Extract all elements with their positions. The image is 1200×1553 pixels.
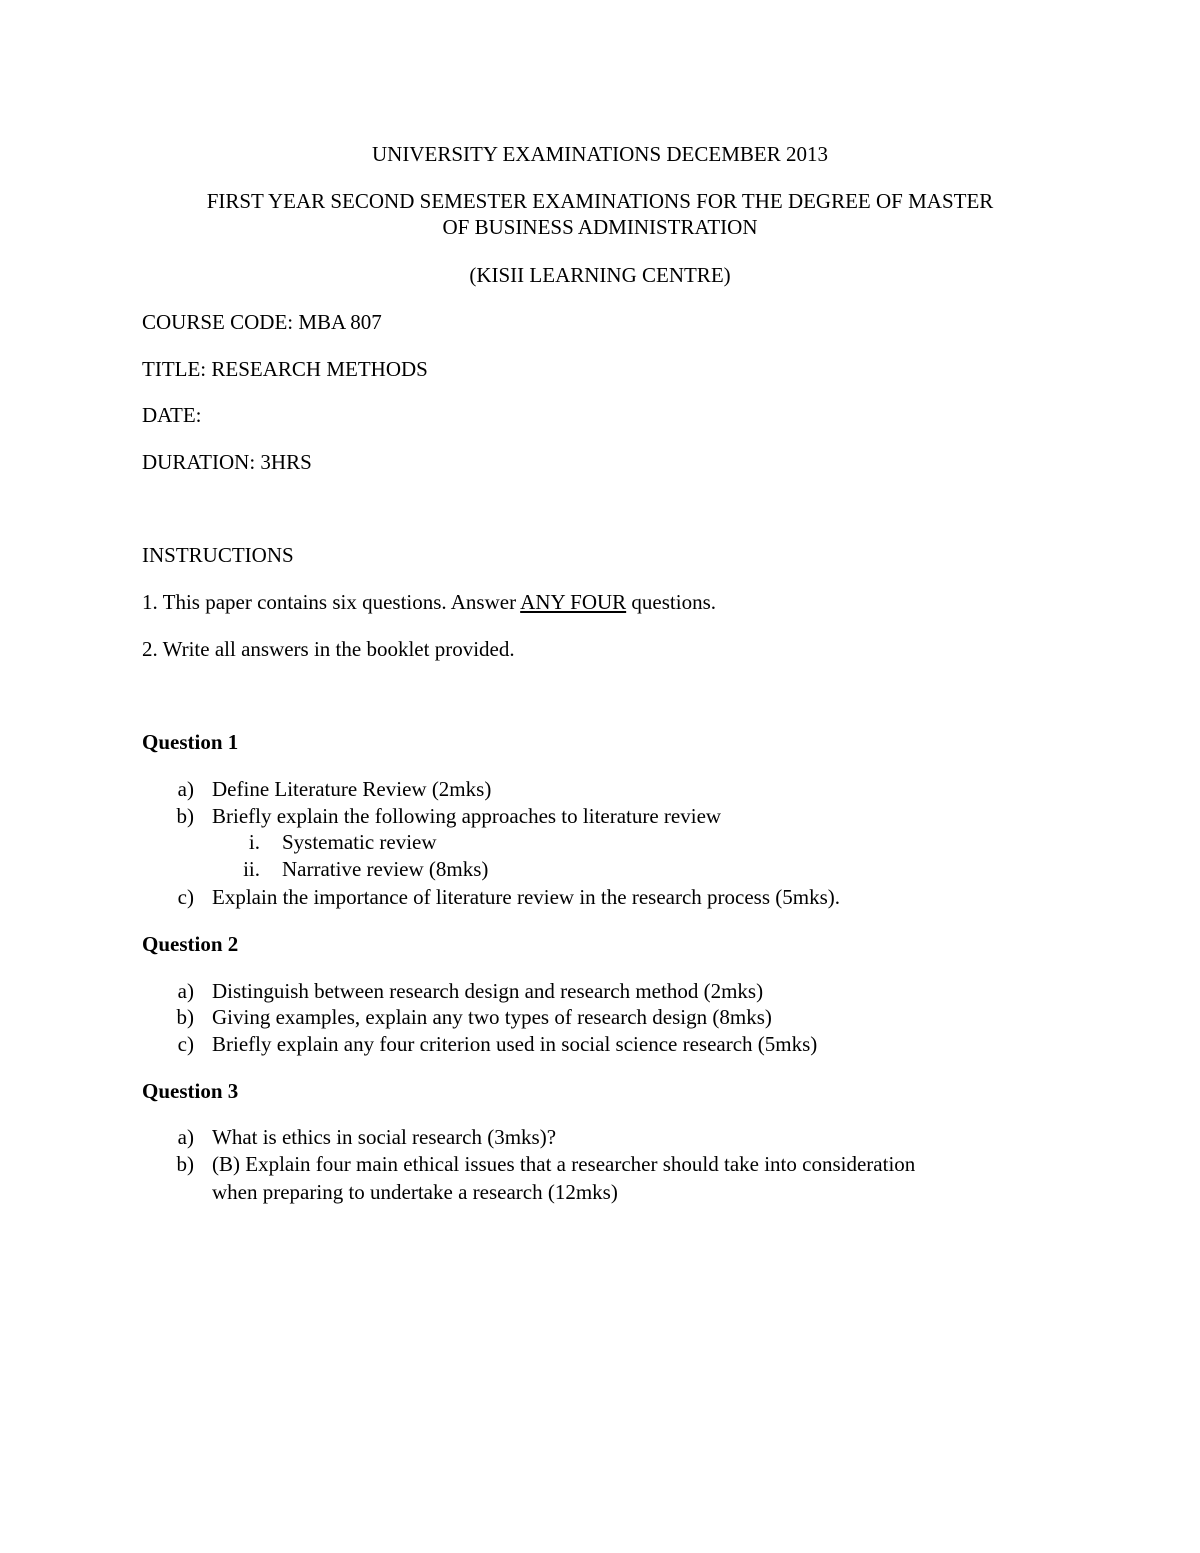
- instruction-2: 2. Write all answers in the booklet provided.: [142, 637, 515, 661]
- q1-b-marker: b): [176, 804, 194, 828]
- instruction-1: [142, 592, 716, 613]
- question-1-heading: Question 1: [142, 730, 239, 754]
- exam-header-centre: (KISII LEARNING CENTRE): [469, 263, 731, 287]
- instruction-1-post: questions.: [626, 590, 716, 614]
- exam-header-title: UNIVERSITY EXAMINATIONS DECEMBER 2013: [372, 142, 828, 166]
- q3-b-text-line1: (B) Explain four main ethical issues that a researcher should take into consideration: [212, 1152, 916, 1176]
- exam-header-degree-line2: OF BUSINESS ADMINISTRATION: [442, 215, 758, 239]
- question-2-heading: Question 2: [142, 932, 239, 956]
- q3-b-text-line2: when preparing to undertake a research (12mks): [212, 1180, 618, 1204]
- q2-c-marker: c): [177, 1032, 194, 1056]
- q3-a-marker: a): [177, 1125, 194, 1149]
- exam-header-degree-line1: FIRST YEAR SECOND SEMESTER EXAMINATIONS FOR THE DEGREE OF MASTER: [206, 189, 994, 213]
- q2-a-marker: a): [177, 979, 194, 1003]
- q1-c-text: Explain the importance of literature review in the research process (5mks).: [212, 885, 841, 909]
- course-code: COURSE CODE: MBA 807: [142, 310, 382, 334]
- q1-b-i-text: Systematic review: [282, 830, 437, 854]
- q2-c-text: Briefly explain any four criterion used in social science research (5mks): [212, 1032, 818, 1056]
- q1-b-ii-marker: ii.: [243, 857, 260, 881]
- exam-date: DATE:: [142, 403, 202, 427]
- q1-b-text: Briefly explain the following approaches to literature review: [212, 804, 722, 828]
- q1-c-marker: c): [177, 885, 194, 909]
- exam-duration: DURATION: 3HRS: [142, 450, 312, 474]
- course-title: TITLE: RESEARCH METHODS: [142, 357, 428, 381]
- q1-a-marker: a): [177, 777, 194, 801]
- q1-b-i-marker: i.: [248, 830, 260, 854]
- q2-b-text: Giving examples, explain any two types of research design (8mks): [212, 1005, 772, 1029]
- q2-a-text: Distinguish between research design and research method (2mks): [212, 979, 764, 1003]
- instructions-heading: INSTRUCTIONS: [142, 543, 294, 567]
- q1-a-text: Define Literature Review (2mks): [212, 777, 492, 801]
- question-3-heading: Question 3: [142, 1079, 239, 1103]
- instruction-1-emphasis: ANY FOUR: [520, 590, 627, 614]
- q2-b-marker: b): [176, 1005, 194, 1029]
- q1-b-ii-text: Narrative review (8mks): [282, 857, 489, 881]
- q3-a-text: What is ethics in social research (3mks)?: [212, 1125, 557, 1149]
- q3-b-marker: b): [176, 1152, 194, 1176]
- instruction-1-pre: 1. This paper contains six questions. Answer: [142, 590, 521, 614]
